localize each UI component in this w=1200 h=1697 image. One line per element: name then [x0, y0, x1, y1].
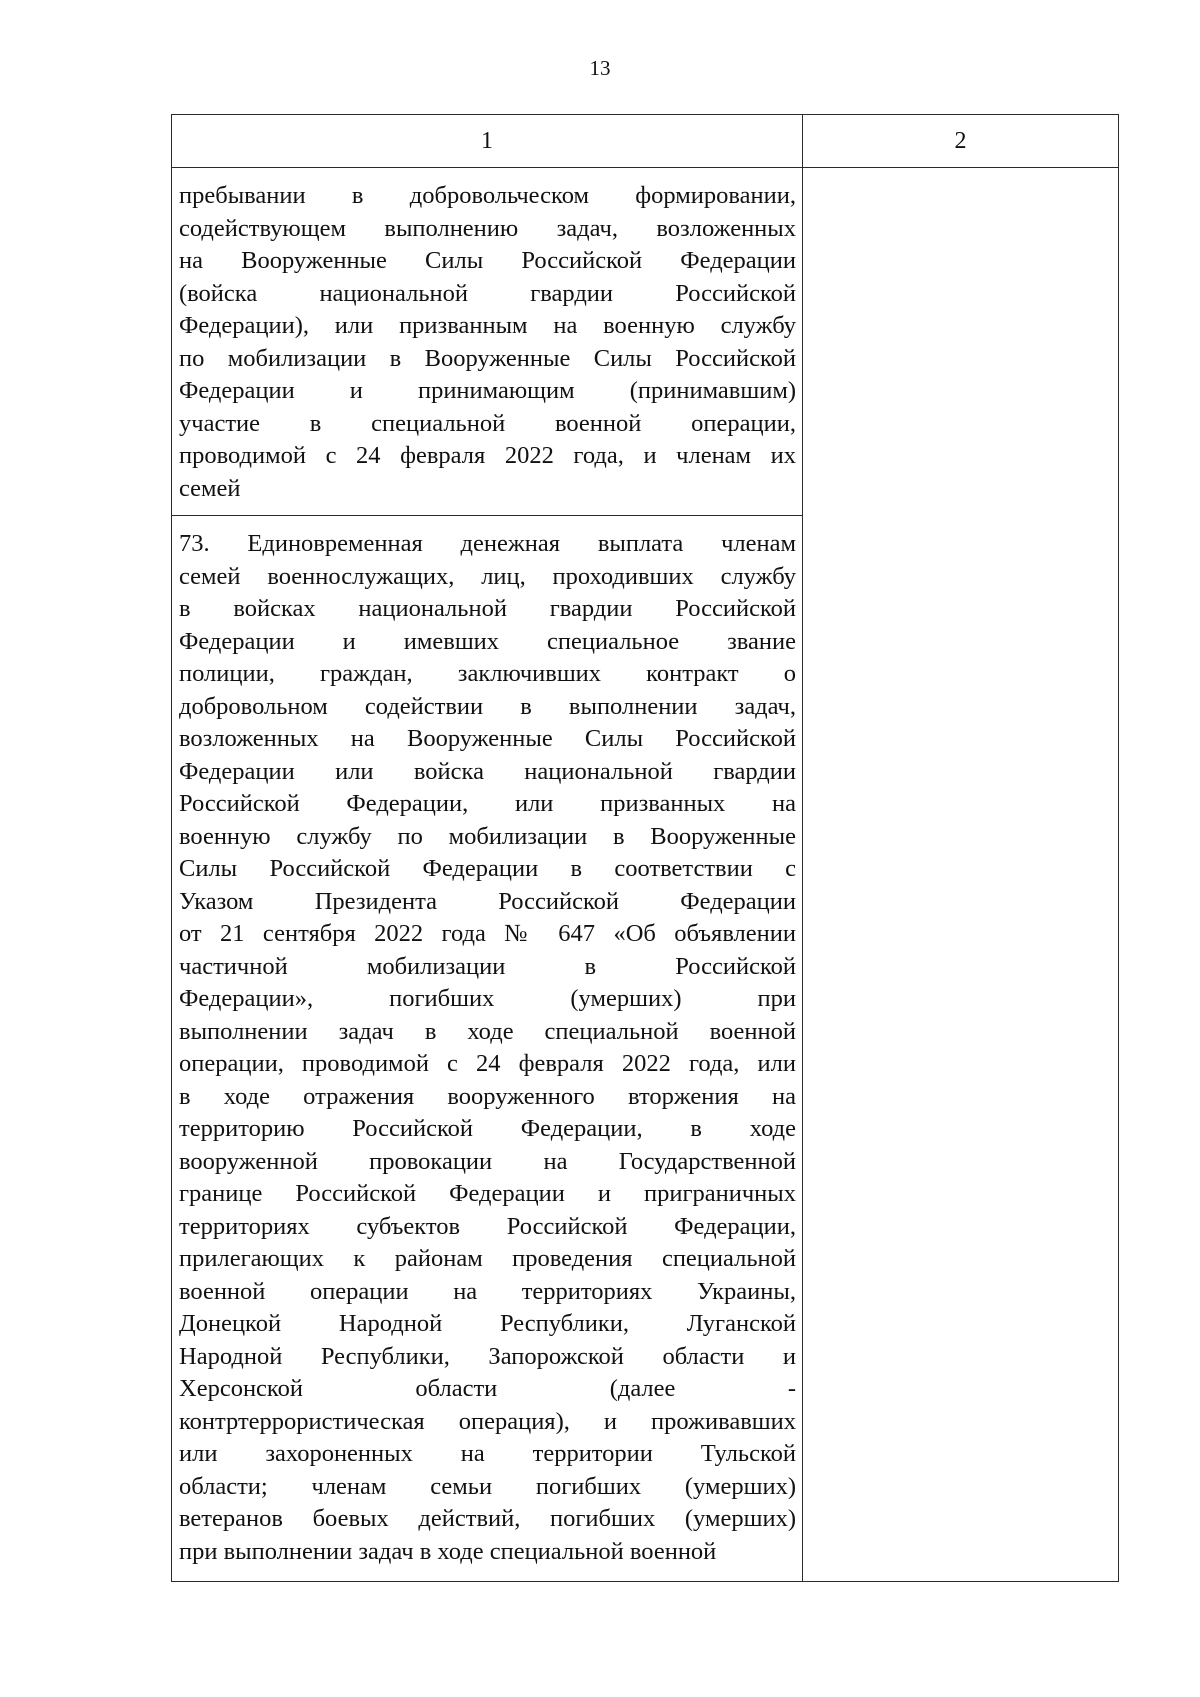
text-line: в войсках национальной гвардии Российской: [179, 595, 796, 622]
page-number: 13: [589, 56, 611, 80]
row-2-text-cell: [172, 516, 803, 1582]
text-line: Указом Президента Российской Федерации: [179, 887, 796, 915]
text-line: военную службу по мобилизации в Вооруженные: [179, 822, 796, 850]
text-line: выполнении задач в ходе специальной военной: [179, 1017, 796, 1045]
text-line: Федерации или войска национальной гвардии: [179, 757, 796, 785]
text-line: Силы Российской Федерации в соответствии с: [179, 855, 796, 882]
text-line: области; членам семьи погибших (умерших): [179, 1472, 796, 1500]
text-line: в ходе отражения вооруженного вторжения на: [179, 1082, 796, 1110]
text-line: контртеррористическая операция), и проживавших: [179, 1407, 796, 1435]
table-header-row: [172, 115, 1119, 168]
column-2-cell: [803, 168, 1119, 1582]
text-line: от 21 сентября 2022 года № 647 «Об объявлении: [179, 920, 796, 947]
text-line: добровольном содействии в выполнении задач,: [179, 692, 796, 720]
text-line: границе Российской Федерации и приграничных: [179, 1180, 796, 1207]
text-line: вооруженной провокации на Государственной: [179, 1147, 796, 1175]
text-line: участие в специальной военной операции,: [179, 409, 796, 437]
text-line: проводимой с 24 февраля 2022 года, и членам их: [179, 442, 796, 469]
row-1-text-cell: [172, 168, 803, 516]
column-header-2: 2: [803, 115, 1119, 168]
text-line: по мобилизации в Вооруженные Силы Российской: [179, 344, 796, 372]
text-line: (войска национальной гвардии Российской: [179, 279, 796, 307]
text-line: полиции, граждан, заключивших контракт о: [179, 660, 796, 687]
text-line: возложенных на Вооруженные Силы Российской: [179, 725, 796, 752]
text-line: на Вооруженные Силы Российской Федерации: [179, 247, 796, 274]
text-line: семей военнослужащих, лиц, проходивших службу: [179, 562, 796, 590]
column-header-1: 1: [172, 115, 803, 168]
text-line: Херсонской области (далее -: [179, 1375, 796, 1402]
document-table: [171, 114, 1119, 1582]
text-line: при выполнении задач в ходе специальной военной: [179, 1537, 717, 1565]
text-line: Федерации), или призванным на военную службу: [179, 312, 796, 339]
table-row: [172, 168, 1119, 516]
text-line: территориях субъектов Российской Федерации,: [179, 1212, 796, 1240]
text-line: Федерации и имевших специальное звание: [179, 627, 796, 655]
text-line: Российской Федерации, или призванных на: [179, 790, 796, 817]
text-line: Донецкой Народной Республики, Луганской: [179, 1310, 796, 1337]
text-line: территорию Российской Федерации, в ходе: [179, 1115, 796, 1142]
text-line: Федерации», погибших (умерших) при: [179, 985, 796, 1012]
text-line: пребывании в добровольческом формировании,: [179, 182, 796, 209]
text-line: семей: [179, 474, 241, 502]
text-line: военной операции на территориях Украины,: [179, 1277, 796, 1305]
text-line: Народной Республики, Запорожской области и: [179, 1342, 796, 1370]
text-line: или захороненных на территории Тульской: [179, 1440, 796, 1467]
text-line: содействующем выполнению задач, возложенных: [179, 214, 796, 242]
text-line: операции, проводимой с 24 февраля 2022 года, или: [179, 1050, 796, 1077]
text-line: Федерации и принимающим (принимавшим): [179, 377, 796, 404]
text-line: прилегающих к районам проведения специальной: [179, 1245, 796, 1272]
text-line: частичной мобилизации в Российской: [179, 952, 796, 980]
text-line: ветеранов боевых действий, погибших (умерших): [179, 1505, 796, 1532]
text-line: 73. Единовременная денежная выплата членам: [179, 530, 796, 557]
